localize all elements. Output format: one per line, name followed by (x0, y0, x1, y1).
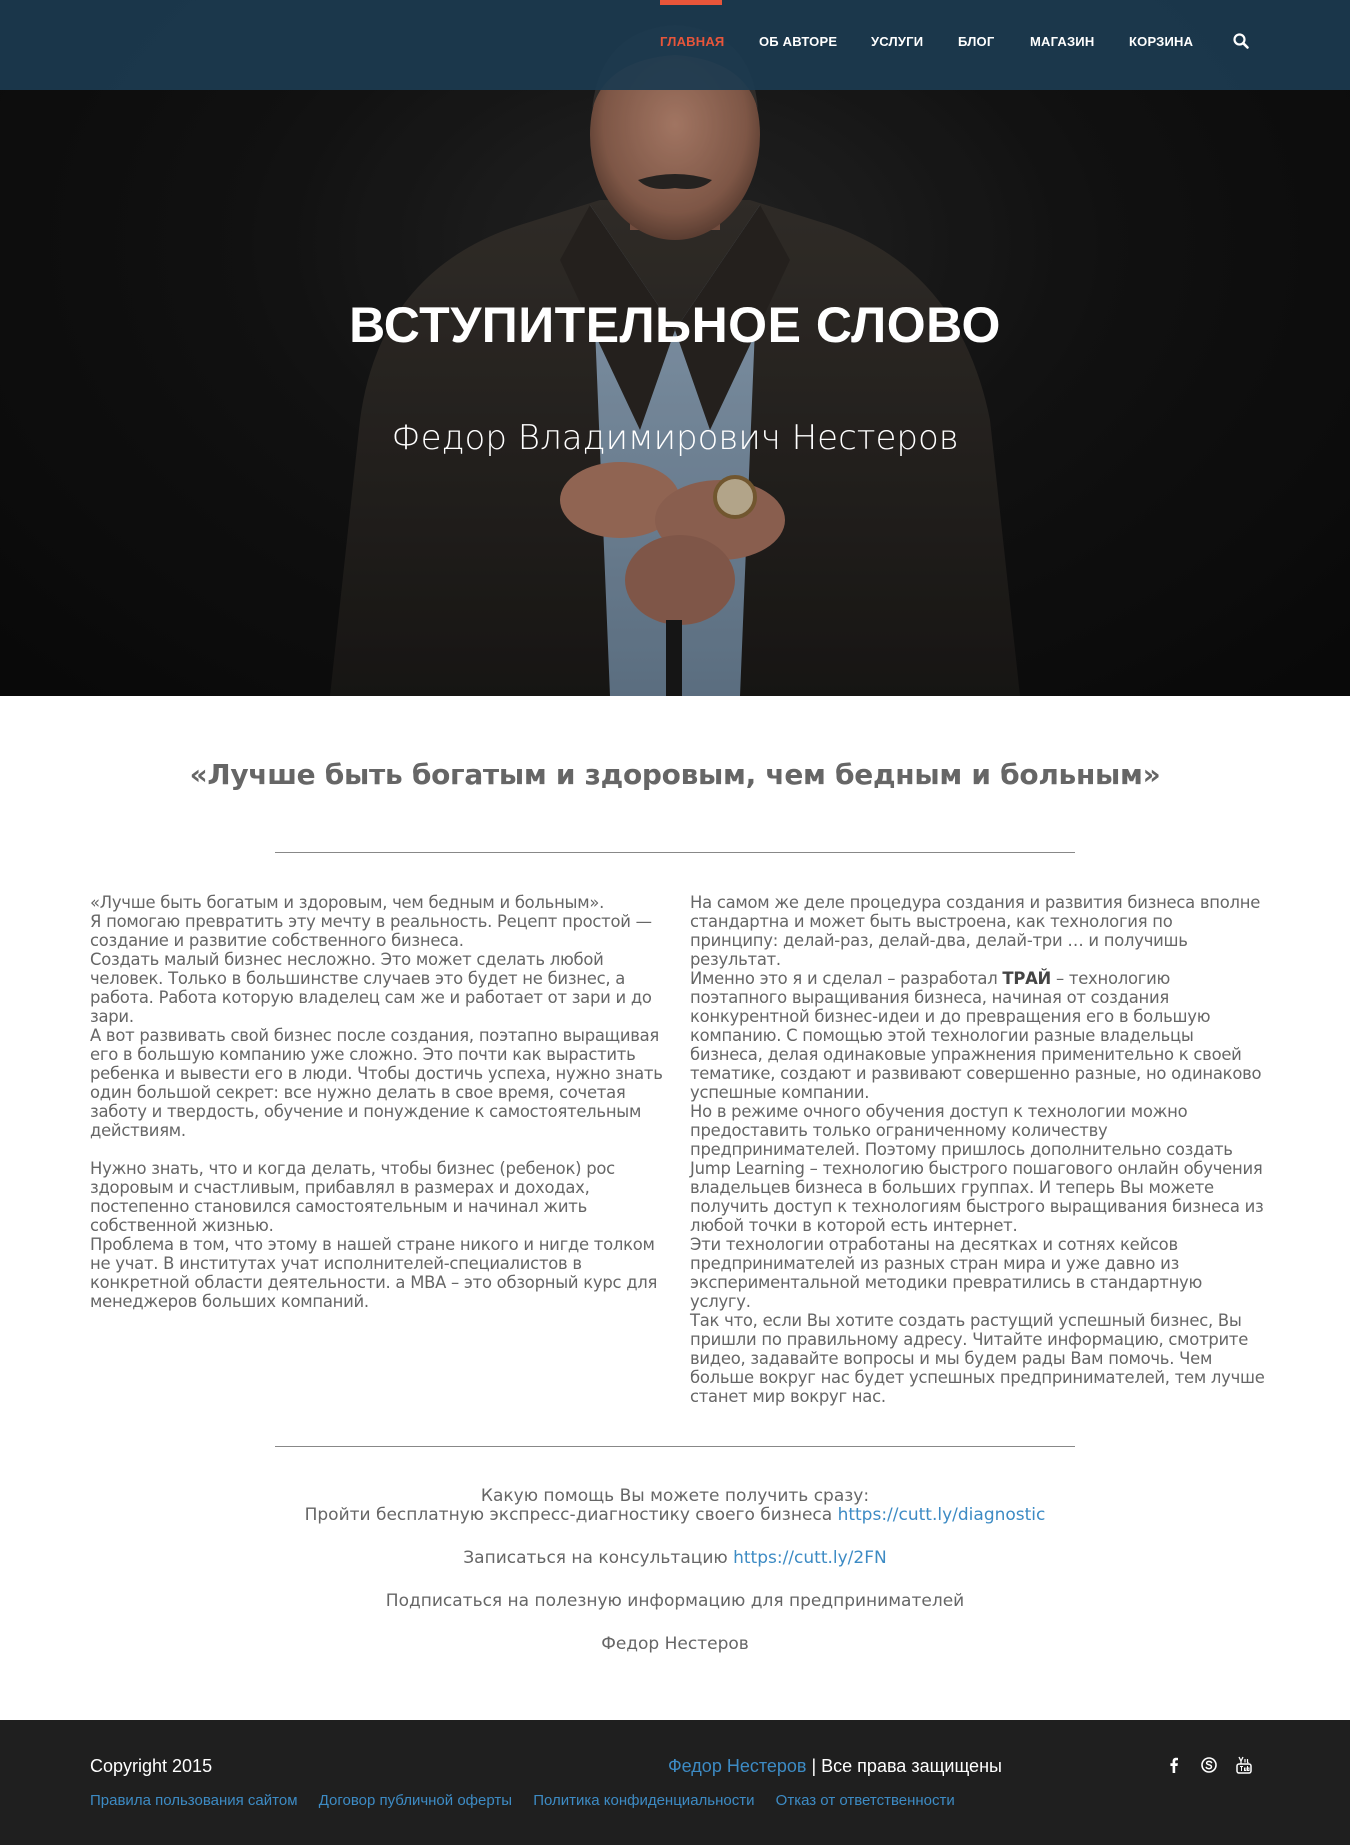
youtube-icon[interactable] (1235, 1756, 1253, 1774)
right-paragraph: Эти технологии отработаны на десятках и сотнях кейсов предпринимателей из разных стран мира и уже давно из экспериментальной методики превратились в стандартную услугу. (690, 1235, 1203, 1311)
divider-bottom (275, 1446, 1075, 1447)
left-paragraph: Я помогаю превратить эту мечту в реальность. Рецепт простой — создание и развитие собственного бизнеса. (90, 912, 652, 950)
nav-item-shop[interactable]: МАГАЗИН (1030, 34, 1095, 49)
intro-column-right (690, 893, 1265, 1406)
skype-icon[interactable] (1200, 1756, 1218, 1774)
help-intro: Какую помощь Вы можете получить сразу: (480, 1486, 870, 1506)
right-paragraph (690, 969, 1265, 1102)
consultation-link[interactable]: https://cutt.ly/2FN (733, 1548, 887, 1568)
left-paragraph: А вот развивать свой бизнес после создания, поэтапно выращивая его в большую компанию уже сложно. Это почти как вырастить ребенка и вывести его в люди. Чтобы достичь успеха, нужно знать один большой секрет: все нужно делать в свое время, сочетая заботу и твердость, обучение и понуждение к самостоятельным действиям. (90, 1026, 663, 1140)
nav-item-blog[interactable]: БЛОГ (958, 34, 995, 49)
divider-top (275, 852, 1075, 853)
help-subscribe: Подписаться на полезную информацию для предпринимателей (385, 1591, 965, 1611)
nav-item-services[interactable]: УСЛУГИ (871, 34, 924, 49)
hero-banner (0, 0, 1350, 696)
nav-item-home[interactable]: ГЛАВНАЯ (660, 34, 725, 49)
left-paragraph: Нужно знать, что и когда делать, чтобы бизнес (ребенок) рос здоровым и счастливым, прибавлял в размерах и доходах, постепенно становился самостоятельным и начинал жить собственной жизнью. (90, 1159, 615, 1235)
left-paragraph: Создать малый бизнес несложно. Это может сделать любой человек. Только в большинстве случаев это будет не бизнес, а работа. Работа которую владелец сам же и работает от зари и до зари. (90, 950, 652, 1026)
footer-links (90, 1792, 972, 1809)
footer-link-privacy[interactable]: Политика конфиденциальности (533, 1792, 755, 1809)
left-paragraph: «Лучше быть богатым и здоровым, чем бедным и больным». (90, 893, 605, 912)
search-icon[interactable] (1232, 32, 1250, 50)
right-paragraph: На самом же деле процедура создания и развития бизнеса вполне стандартна и может быть выстроена, как технология по принципу: делай-раз, делай-два, делай-три … и получишь результат. (690, 893, 1261, 969)
help-diagnostic (0, 1506, 1350, 1525)
right-paragraph-text: Именно это я и сделал – разработал (690, 969, 1003, 988)
intro-column-left (90, 893, 665, 1311)
help-consultation-text: Записаться на консультацию (463, 1548, 734, 1568)
help-diagnostic-text: Пройти бесплатную экспресс-диагностику своего бизнеса (304, 1505, 838, 1525)
main-nav (0, 0, 1350, 90)
quote-heading: «Лучше быть богатым и здоровым, чем бедным и больным» (189, 758, 1161, 791)
help-consultation (0, 1549, 1350, 1568)
right-paragraph: Так что, если Вы хотите создать растущий успешный бизнес, Вы пришли по правильному адресу. Читайте информацию, смотрите видео, задавайте вопросы и мы будем рады Вам помочь. Чем больше вокруг нас будет успешных предпринимателей, тем лучше станет мир вокруг нас. (690, 1311, 1265, 1406)
owner-link[interactable]: Федор Нестеров (668, 1756, 807, 1776)
nav-item-cart[interactable]: КОРЗИНА (1129, 34, 1194, 49)
signature: Федор Нестеров (601, 1634, 749, 1654)
site-header (0, 0, 1350, 90)
site-footer (0, 1720, 1350, 1845)
right-paragraph: Но в режиме очного обучения доступ к технологии можно предоставить только ограниченному количеству предпринимателей. Поэтому пришлось дополнительно создать Jump Learning – технологию быстрого пошагового онлайн обучения владельцев бизнеса в больших группах. И теперь Вы можете получить доступ к технологиям быстрого выращивания бизнеса из любой точки в которой есть интернет. (690, 1102, 1264, 1235)
hero-subtitle: Федор Владимирович Нестеров (391, 418, 959, 458)
footer-link-disclaimer[interactable]: Отказ от ответственности (775, 1792, 955, 1809)
diagnostic-link[interactable]: https://cutt.ly/diagnostic (837, 1505, 1046, 1525)
help-section (0, 1487, 1350, 1654)
rights-label: | Все права защищены (806, 1756, 1002, 1776)
copyright-text: Copyright 2015 (90, 1756, 213, 1776)
right-paragraph-text: – технологию поэтапного выращивания бизнеса, начиная от создания конкурентной бизнес-идеи и до превращения его в большую компанию. С помощью этой технологии разные владельцы бизнеса, делая одинаковые упражнения применительно к своей тематике, создают и развивают совершенно разные, но одинаково успешные компании. (690, 969, 1262, 1102)
footer-link-offer[interactable]: Договор публичной оферты (318, 1792, 513, 1809)
hero-title: ВСТУПИТЕЛЬНОЕ СЛОВО (349, 297, 1001, 353)
rights-text (668, 1756, 1002, 1777)
technology-name: ТРАЙ (1002, 969, 1052, 988)
facebook-icon[interactable] (1165, 1756, 1183, 1774)
left-paragraph: Проблема в том, что этому в нашей стране никого и нигде толком не учат. В институтах учат исполнителей-специалистов в конкретной области деятельности. а MBA – это обзорный курс для менеджеров больших компаний. (90, 1235, 658, 1311)
nav-item-about[interactable]: ОБ АВТОРЕ (759, 34, 838, 49)
footer-link-terms[interactable]: Правила пользования сайтом (90, 1792, 298, 1809)
